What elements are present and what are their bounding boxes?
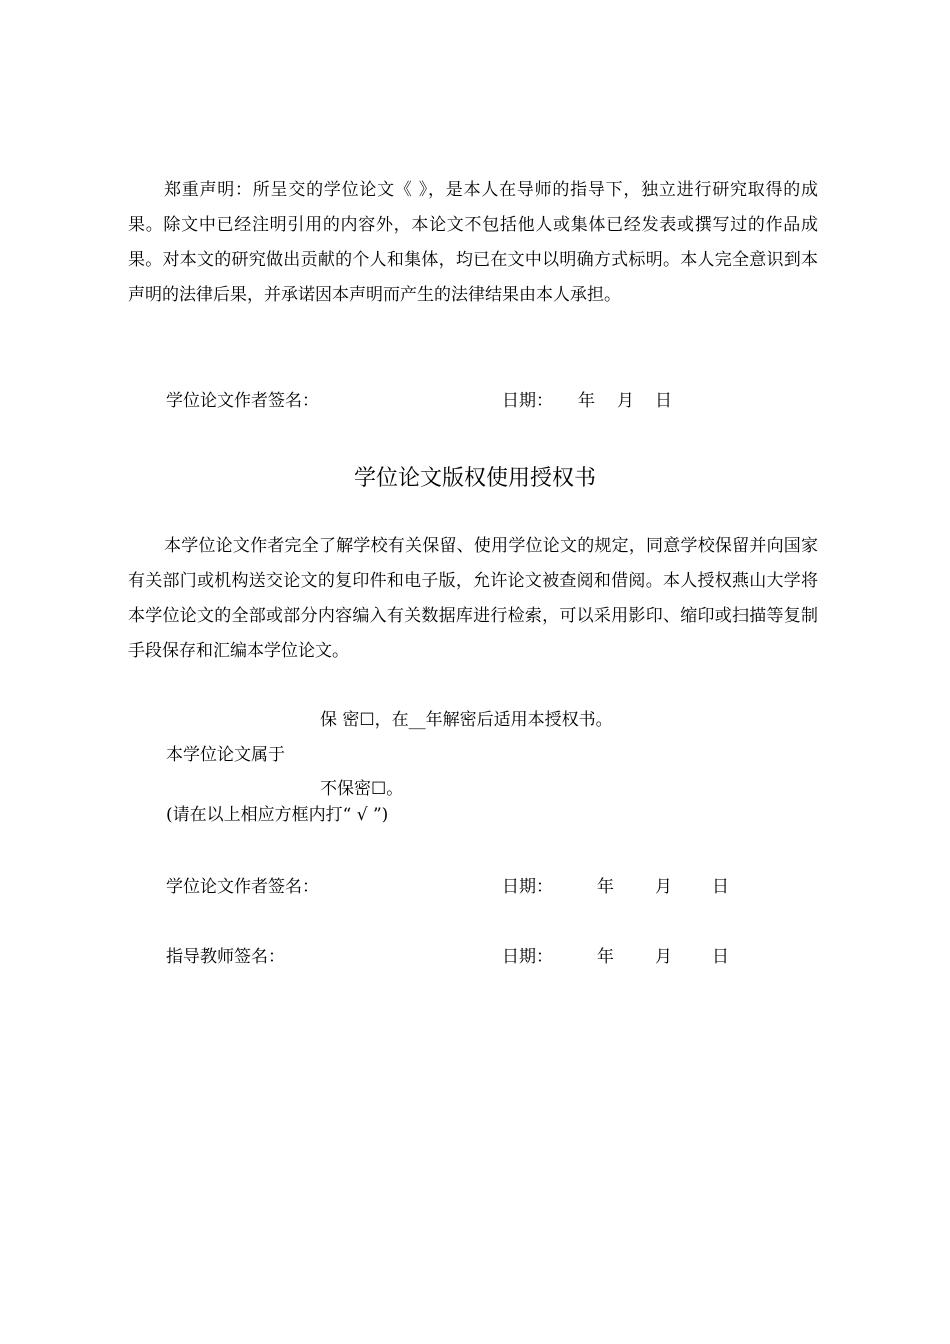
date-month-2: 月 [655, 877, 672, 897]
date-label-2: 日期： [502, 877, 553, 897]
date-month: 月 [617, 391, 634, 411]
date-label-3: 日期： [502, 947, 553, 967]
not-secret-option: 不保密☐。 [320, 779, 404, 799]
license-title: 学位论文版权使用授权书 [353, 466, 596, 491]
date-label: 日期： [502, 391, 553, 411]
checkmark-note: (请在以上相应方框内打“ √ ”) [166, 805, 389, 825]
date-day-3: 日 [712, 947, 729, 967]
belongs-label: 本学位论文属于 [166, 745, 285, 765]
secret-option-line: 保 密☐，在__年解密后适用本授权书。 [320, 710, 613, 730]
date-day: 日 [655, 391, 672, 411]
date-year-3: 年 [597, 947, 614, 967]
declaration-paragraph: 郑重声明：所呈交的学位论文《 》，是本人在导师的指导下，独立进行研究取得的成果。除文中已经注明引用的内容外，本论文不包括他人或集体已经发表或撰写过的作品成果。对本文的研究做出贡献的个人和集体，均已在文中以明确方式标明。本人完全意识到本声明的法律后果，并承诺因本声明而产生的法律结果由本人承担。 [128, 180, 818, 305]
advisor-signature-label: 指导教师签名： [166, 947, 285, 967]
license-paragraph: 本学位论文作者完全了解学校有关保留、使用学位论文的规定，同意学校保留并向国家有关部门或机构送交论文的复印件和电子版，允许论文被查阅和借阅。本人授权燕山大学将本学位论文的全部或部分内容编入有关数据库进行检索，可以采用影印、缩印或扫描等复制手段保存和汇编本学位论文。 [128, 536, 818, 661]
date-month-3: 月 [655, 947, 672, 967]
author-signature-label-2: 学位论文作者签名： [166, 877, 319, 897]
date-day-2: 日 [712, 877, 729, 897]
author-signature-label: 学位论文作者签名： [166, 391, 319, 411]
date-year: 年 [578, 391, 595, 411]
date-year-2: 年 [597, 877, 614, 897]
